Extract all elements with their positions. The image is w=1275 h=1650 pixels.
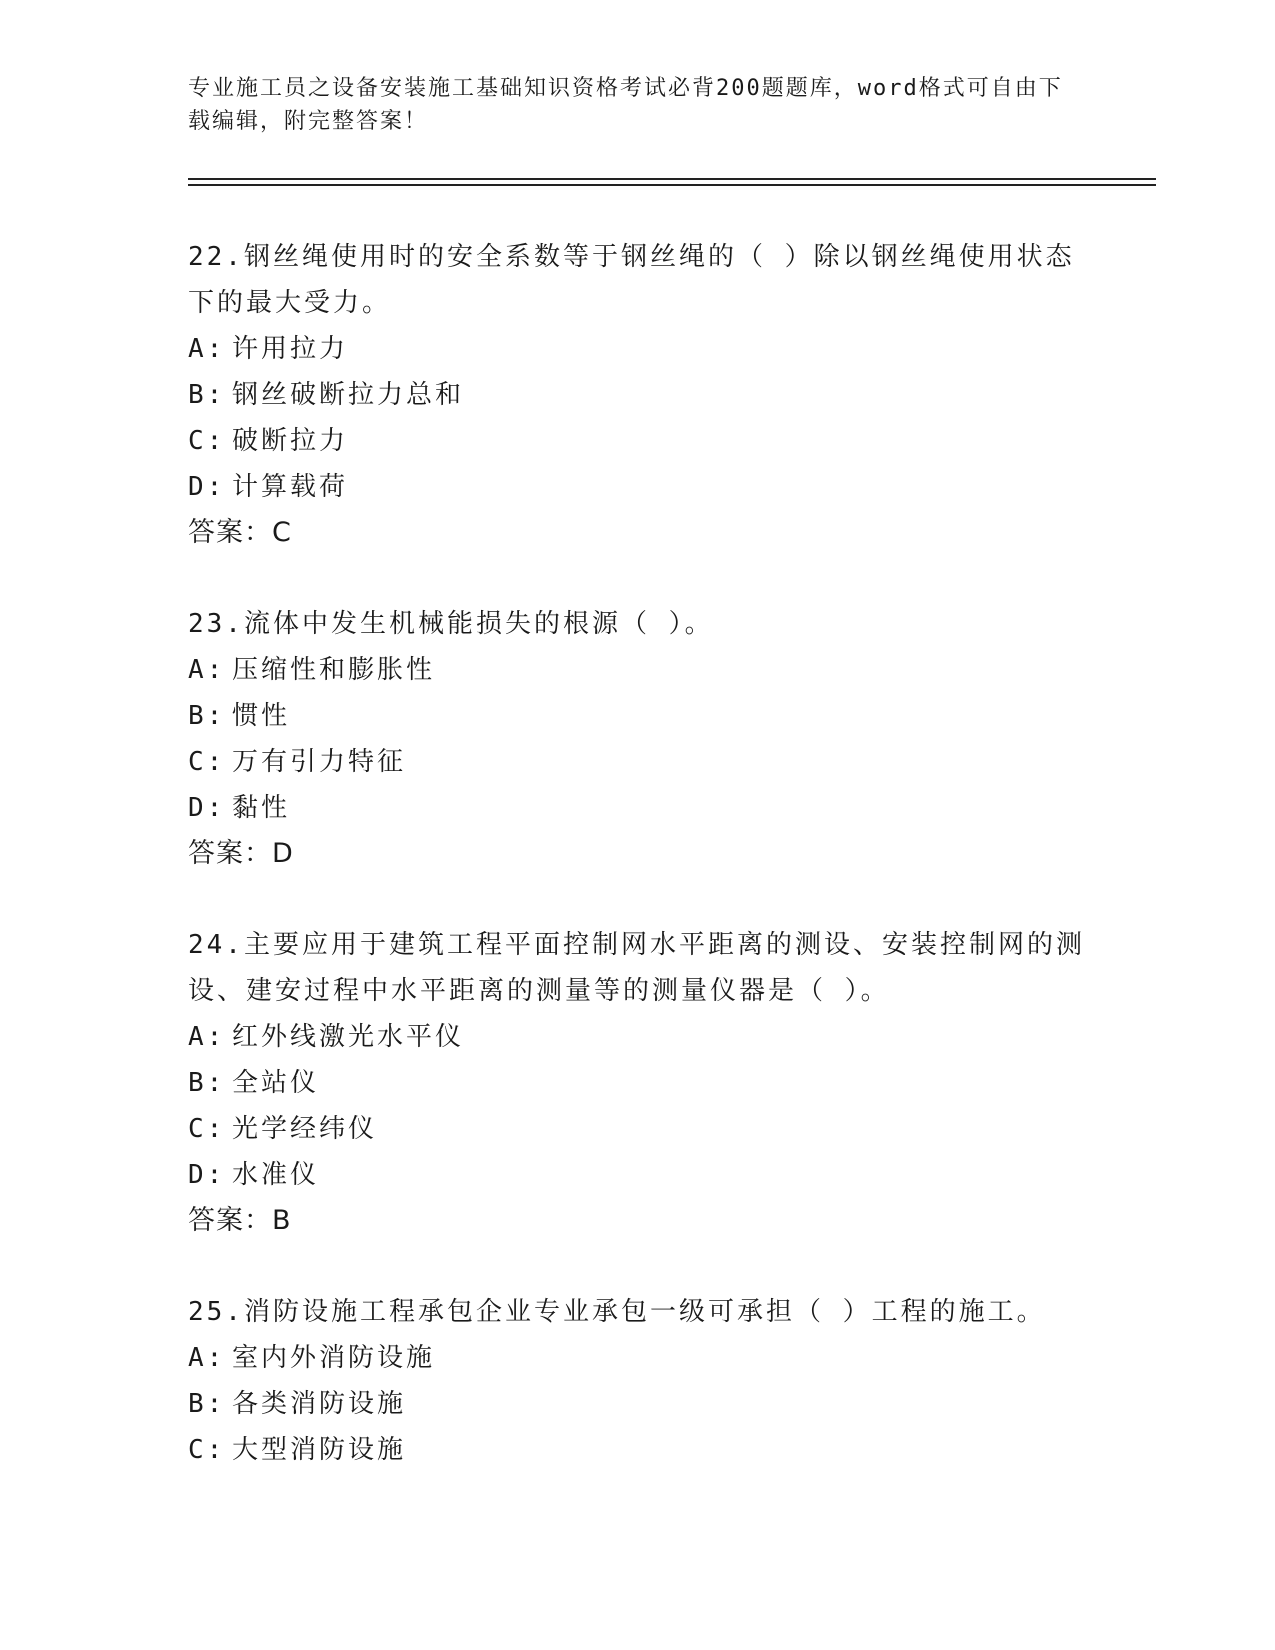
question-stem: 25.消防设施工程承包企业专业承包一级可承担（ ）工程的施工。	[188, 1297, 1046, 1327]
option-b: B: 各类消防设施	[188, 1389, 407, 1419]
question-stem: 22.钢丝绳使用时的安全系数等于钢丝绳的（ ）除以钢丝绳使用状态下的最大受力。	[188, 242, 1075, 318]
question-stem: 23.流体中发生机械能损失的根源（ ）。	[188, 609, 714, 639]
question-22	[188, 234, 1088, 556]
option-a: A: 室内外消防设施	[188, 1343, 436, 1373]
question-25	[188, 1289, 1088, 1473]
question-23	[188, 601, 1088, 877]
option-c: C: 大型消防设施	[188, 1435, 407, 1465]
header-divider-top	[188, 178, 1156, 180]
answer-line: 答案：B	[188, 1205, 292, 1236]
option-c: C: 破断拉力	[188, 426, 349, 456]
option-c: C: 光学经纬仪	[188, 1114, 378, 1144]
option-b: B: 钢丝破断拉力总和	[188, 380, 465, 410]
option-a: A: 红外线激光水平仪	[188, 1022, 465, 1052]
option-d: D: 计算载荷	[188, 472, 349, 502]
answer-line: 答案：D	[188, 838, 294, 869]
answer-line: 答案：C	[188, 517, 292, 548]
option-c: C: 万有引力特征	[188, 747, 407, 777]
document-header: 专业施工员之设备安装施工基础知识资格考试必背200题题库，word格式可自由下载编辑，附完整答案！	[188, 76, 1063, 134]
question-24	[188, 922, 1088, 1244]
option-d: D: 黏性	[188, 793, 291, 823]
header-divider-bottom	[188, 184, 1156, 186]
option-b: B: 全站仪	[188, 1068, 320, 1098]
option-a: A: 许用拉力	[188, 334, 349, 364]
option-d: D: 水准仪	[188, 1160, 320, 1190]
question-stem: 24.主要应用于建筑工程平面控制网水平距离的测设、安装控制网的测设、建安过程中水平距离的测量等的测量仪器是（ ）。	[188, 930, 1085, 1006]
option-b: B: 惯性	[188, 701, 291, 731]
option-a: A: 压缩性和膨胀性	[188, 655, 436, 685]
